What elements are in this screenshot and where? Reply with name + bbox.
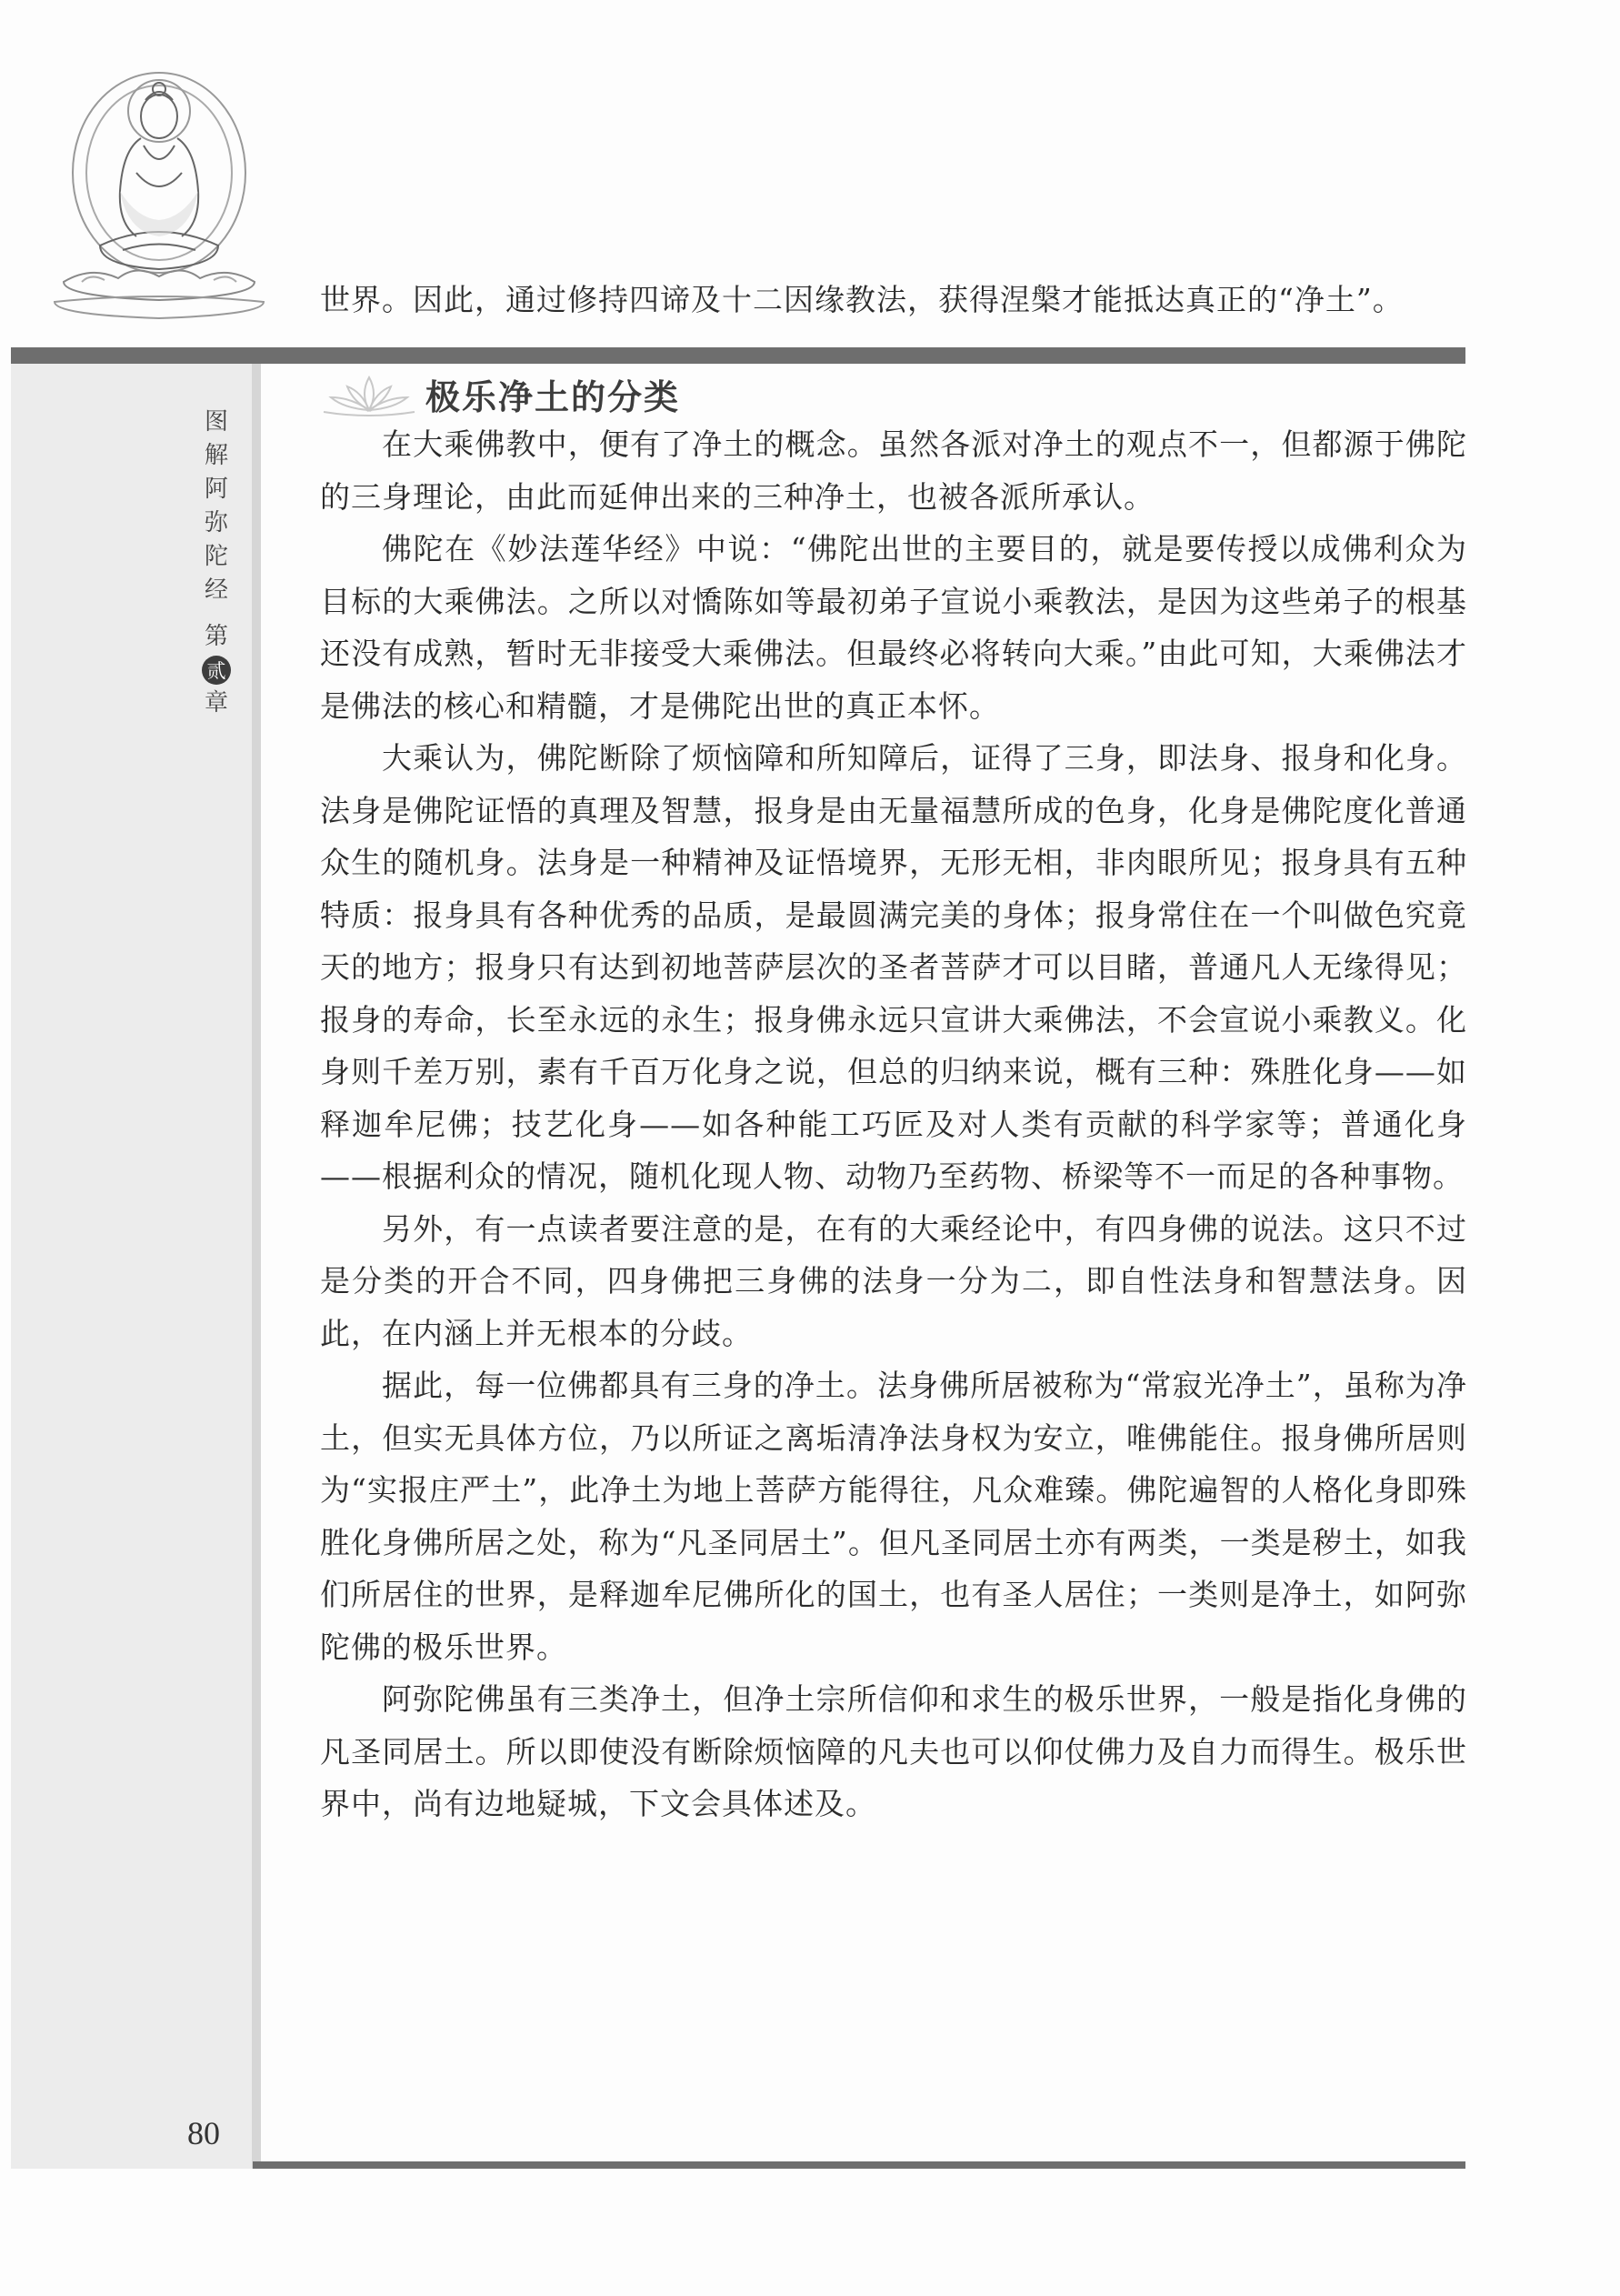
continued-text-line: 世界。因此，通过修持四谛及十二因缘教法，获得涅槃才能抵达真正的“净土”。 (320, 282, 1404, 317)
body-text (320, 418, 1467, 1830)
page-number: 80 (187, 2115, 220, 2151)
header-rule (11, 347, 1465, 364)
paragraph: 另外，有一点读者要注意的是，在有的大乘经论中，有四身佛的说法。这只不过是分类的开合不同，四身佛把三身佛的法身一分为二，即自性法身和智慧法身。因此，在内涵上并无根本的分歧。 (320, 1210, 1467, 1351)
sidebar-book-title (200, 406, 233, 720)
section-heading (320, 362, 680, 426)
paragraph: 据此，每一位佛都具有三身的净土。法身佛所居被称为“常寂光净土”，虽称为净土，但实无具体方位，乃以所证之离垢清净法身权为安立，唯佛能住。报身佛所居则为“实报庄严土”，此净土为地上菩萨方能得往，凡众难臻。佛陀遍智的人格化身即殊胜化身佛所居之处，称为“凡圣同居土”。但凡圣同居土亦有两类，一类是秽土，如我们所居住的世界，是释迦牟尼佛所化的国土，也有圣人居住；一类则是净土，如阿弥陀佛的极乐世界。 (320, 1368, 1467, 1665)
sidebar-edge (252, 364, 261, 2169)
chapter-suffix: 章 (204, 689, 228, 717)
section-heading-text: 极乐净土的分类 (425, 376, 681, 417)
paragraph: 大乘认为，佛陀断除了烦恼障和所知障后，证得了三身，即法身、报身和化身。法身是佛陀证悟的真理及智慧，报身是由无量福慧所成的色身，化身是佛陀度化普通众生的随机身。法身是一种精神及证悟境界，无形无相，非肉眼所见；报身具有五种特质：报身具有各种优秀的品质，是最圆满完美的身体；报身常住在一个叫做色究竟天的地方；报身只有达到初地菩萨层次的圣者菩萨才可以目睹，普通凡人无缘得见；报身的寿命，长至永远的永生；报身佛永远只宣讲大乘佛法，不会宣说小乘教义。化身则千差万别，素有千百万化身之说，但总的归纳来说，概有三种：殊胜化身——如释迦牟尼佛；技艺化身——如各种能工巧匠及对人类有贡献的科学家等；普通化身——根据利众的情况，随机化现人物、动物乃至药物、桥梁等不一而足的各种事物。 (320, 740, 1467, 1194)
paragraph: 阿弥陀佛虽有三类净土，但净土宗所信仰和求生的极乐世界，一般是指化身佛的凡圣同居土。所以即使没有断除烦恼障的凡夫也可以仰仗佛力及自力而得生。极乐世界中，尚有边地疑城，下文会具体述及。 (320, 1681, 1467, 1821)
chapter-prefix: 第 (204, 623, 228, 650)
paragraph: 在大乘佛教中，便有了净土的概念。虽然各派对净土的观点不一，但都源于佛陀的三身理论，由此而延伸出来的三种净土，也被各派所承认。 (320, 426, 1467, 515)
chapter-number-badge: 贰 (202, 656, 231, 685)
sidebar-title-char: 解 (204, 442, 228, 469)
buddha-illustration (36, 64, 282, 327)
footer-rule (253, 2161, 1465, 2169)
sidebar-title-char: 经 (204, 577, 228, 604)
sidebar-title-char: 图 (204, 408, 228, 436)
lotus-icon (320, 368, 418, 419)
sidebar-title-char: 弥 (204, 509, 228, 536)
sidebar-title-char: 阿 (204, 476, 228, 503)
sidebar-title-char: 陀 (204, 543, 228, 570)
paragraph: 佛陀在《妙法莲华经》中说：“佛陀出世的主要目的，就是要传授以成佛利众为目标的大乘佛法。之所以对憍陈如等最初弟子宣说小乘教法，是因为这些弟子的根基还没有成熟，暂时无非接受大乘佛法。但最终必将转向大乘。”由此可知，大乘佛法才是佛法的核心和精髓，才是佛陀出世的真正本怀。 (320, 531, 1467, 724)
